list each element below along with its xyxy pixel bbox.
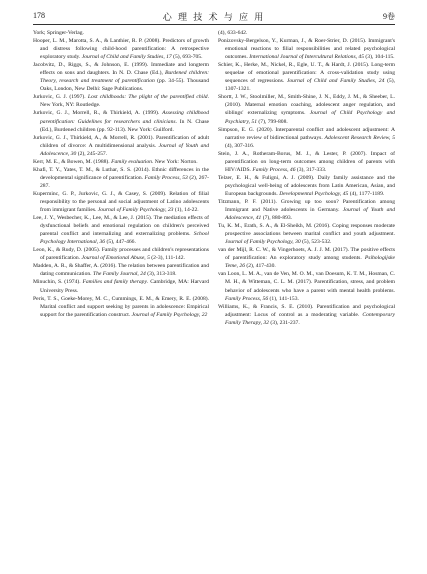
reference-post-text: (5), 523-532. xyxy=(300,239,332,246)
reference-entry xyxy=(33,246,209,262)
header-rule xyxy=(33,24,395,25)
reference-entry xyxy=(33,29,209,37)
reference-post-text: (7), 880-893. xyxy=(261,215,293,222)
reference-italic-text: The Family Journal, 24 xyxy=(92,271,146,278)
volume-label: 9卷 xyxy=(383,12,395,21)
reference-post-text: (3), 317-333. xyxy=(295,166,327,173)
reference-italic-text: Journal of Youth and Adolescence, 41 xyxy=(225,207,395,222)
reference-italic-text: Burdened children: Theory, research and treatment of parentification xyxy=(40,70,210,85)
reference-italic-text: Developmental Psychology, 45 xyxy=(279,190,349,197)
reference-entry xyxy=(218,93,395,125)
reference-post-text: . New York, NY: Routledge. xyxy=(40,94,209,109)
reference-italic-text: Journal of Emotional Abuse, 5 xyxy=(81,255,150,262)
reference-entry xyxy=(33,190,209,214)
reference-italic-text: Lost childhoods: The plight of the parentified child xyxy=(87,94,208,101)
reference-entry xyxy=(218,174,395,198)
reference-pre-text: Hooper, L. M., Marotta, S. A., & Lanthier, R. P. (2008). Predictors of growth and distress following child-hood parentification: A retrospective exploratory study. xyxy=(33,38,209,61)
reference-entry xyxy=(218,222,395,246)
page-number: 178 xyxy=(33,11,45,20)
reference-entry xyxy=(33,166,209,190)
reference-entry xyxy=(218,126,395,150)
reference-pre-text: Tu, K. M., Erath, S. A., & El-Sheikh, M. (2016). Coping responses moderate prospective associations between marital conflict and youth adjustment. xyxy=(218,223,395,238)
reference-entry xyxy=(33,278,209,294)
reference-entry xyxy=(33,214,209,246)
reference-entry xyxy=(33,37,209,61)
reference-italic-text: International Journal of Intercultural Relations, 45 xyxy=(249,54,365,61)
reference-post-text: (5), 1307-1321. xyxy=(225,78,395,93)
reference-entry xyxy=(33,158,209,166)
reference-pre-text: Kerr, M. E., & Bowen, M. (1988). xyxy=(33,158,112,165)
reference-entry xyxy=(218,270,395,302)
reference-pre-text: Schier, K., Herke, M., Nickel, R., Egle, U. T., & Hardt, J. (2015). Long-term sequelae of emotional parentification: A cross-validation study using sequences of regressions. xyxy=(218,62,395,85)
reference-italic-text: School Psychology International, 36 xyxy=(40,231,209,246)
reference-post-text: (7), 799-808. xyxy=(257,118,288,125)
reference-post-text: . In N. Chase (Ed.), Burdened children (pp. 92-113). New York: Guilford. xyxy=(40,118,209,133)
reference-italic-text: Families and family therapy xyxy=(82,279,147,286)
references-column-right xyxy=(218,29,395,327)
reference-entry xyxy=(33,109,209,133)
reference-pre-text: York; Springer-Verlag. xyxy=(33,30,84,36)
reference-pre-text: van Loon, L. M. A., van de Ven, M. O. M., van Doesum, K. T. M., Hosman, C. M. H., & Witteman, C. L. M. (2017). Parentification, stress, and problem behavior of adolescents who have a parent with mental health problems. xyxy=(218,271,395,294)
reference-pre-text: Peris, T. S., Goeke-Morey, M. C., Cummings, E. M., & Emery, R. E. (2008). Marital conflict and support seeking by parents in adolescence: Empirical support for the parentification construct. xyxy=(33,295,209,318)
reference-pre-text: Jurkovic, G. J., Morrell, R., & Thirkield, A. (1999). xyxy=(33,110,163,117)
reference-italic-text: Psihologijske Teme, 26 xyxy=(225,255,395,270)
reference-italic-text: Assessing childhood parentification: Guidelines for researchers and clinicians xyxy=(40,110,210,125)
reference-entry xyxy=(33,134,209,158)
reference-entry xyxy=(218,303,395,327)
reference-pre-text: Kuperminc, G. P., Jurkovic, G. J., & Casey, S. (2009). Relation of filial responsibility to the personal and social adjustment of Latino adolescents from immigrant families. xyxy=(33,190,209,214)
reference-post-text: (5), 447-466. xyxy=(105,239,136,246)
reference-pre-text: van der Mijl, R. C. W., & Vingerhoets, A. J. J. M. (2017). The positive effects of parentification: An exploratory study among students. xyxy=(218,247,395,262)
reference-entry xyxy=(33,262,209,278)
reference-italic-text: Journal of Child Psychology and Psychiatry, 51 xyxy=(225,110,395,125)
reference-entry xyxy=(218,150,395,174)
reference-pre-text: Lee, J. Y., Wesbecher, K., Lee, M., & Lee, J. (2015). The mediation effects of dysfunctional beliefs and emotional regulation on children's perceived parental conflict and internalizing and externalizing problems. xyxy=(33,215,209,238)
reference-entry xyxy=(33,93,209,109)
reference-post-text: (3), 104-115. xyxy=(364,54,395,61)
reference-pre-text: Minuchin, S. (1974). xyxy=(33,279,83,286)
reference-italic-text: Contemporary Family Therapy, 32 xyxy=(225,311,395,326)
reference-entry xyxy=(33,295,209,319)
reference-entry xyxy=(218,246,395,270)
reference-italic-text: Adolescent Research Review, 5 xyxy=(324,134,395,141)
reference-pre-text: (4), 633-642. xyxy=(218,30,248,36)
reference-post-text: (pp. 34-55). Thousand Oaks, London, New Delhi: Sage Publications. xyxy=(40,78,209,93)
reference-post-text: (2), 267-287. xyxy=(40,174,209,189)
reference-entry xyxy=(33,61,209,93)
reference-pre-text: Jurkovic, G. J., Thirkield, A., & Morrell, R. (2001). Parentification of adult children of divorce: A multidimensional analysis. xyxy=(33,134,209,149)
reference-post-text: (4), 307-316. xyxy=(225,142,255,149)
reference-entry xyxy=(218,29,395,37)
reference-post-text: (2), 245-257. xyxy=(76,150,108,157)
reference-post-text: (5), 693-705. xyxy=(171,54,203,61)
reference-post-text: . Cambridge, MA: Harvard University Press. xyxy=(40,279,209,294)
reference-italic-text: Family evaluation xyxy=(111,158,152,165)
reference-entry xyxy=(218,37,395,61)
reference-post-text: (3), 231-237. xyxy=(268,319,300,326)
reference-italic-text: Family Process, 46 xyxy=(252,166,296,173)
reference-entry xyxy=(218,198,395,222)
reference-post-text: . New York: Norton. xyxy=(151,158,198,165)
reference-pre-text: Stein, J. A., Rotheram-Borus, M. J., & Lester, P. (2007). Impact of parentification on long-term outcomes among children of parents with HIV/AIDS. xyxy=(218,150,395,173)
reference-italic-text: Journal of Child and Family Studies, 17 xyxy=(81,54,172,61)
reference-italic-text: Family Process, 56 xyxy=(225,295,269,302)
reference-pre-text: Khafi, T. Y., Yates, T. M., & Luthar, S. S. (2014). Ethnic differences in the developmental significance of parentification. xyxy=(33,166,209,181)
reference-pre-text: Jacobvitz, D., Riggs, S., & Johnson, E. (1999). Immediate and longterm effects on sons and daughters. In N. D. Chase (Ed.), xyxy=(33,62,209,77)
reference-pre-text: Titzmann, P. F. (2011). Growing up too soon? Parentification among Immigrant and Native adolescents in Germany. xyxy=(218,198,395,214)
reference-pre-text: Telzer, E. H., & Fuligni, A. J. (2009). Daily family assistance and the psychological well-being of adolescents from Latin American, Asian, and European backgrounds. xyxy=(218,174,395,197)
reference-pre-text: Madden, A. R., & Shaffer, A. (2016). The relation between parentification and dating communication. xyxy=(33,263,209,278)
journal-title: 心 理 技 术 与 应 用 xyxy=(162,12,266,22)
reference-italic-text: Journal of Family Psychology, 23 xyxy=(97,207,174,214)
reference-pre-text: Simpson, E. G. (2020). Interparental conflict and adolescent adjustment: A narrative review of bidirectional pathways. xyxy=(218,126,395,141)
reference-italic-text: Family Process, 53 xyxy=(144,174,188,181)
reference-pre-text: Williams, K., & Francis, S. E. (2010). Parentification and psychological adjustment: Locus of control as a moderating variable. xyxy=(218,303,395,318)
reference-pre-text: Jurkovic, G. J. (1997). xyxy=(33,94,88,101)
references-column-left xyxy=(33,29,209,319)
reference-post-text: (2-3), 111-142. xyxy=(149,255,185,262)
reference-post-text: (3), 313-318. xyxy=(145,271,177,278)
reference-italic-text: Journal of Youth and Adolescence, 30 xyxy=(40,142,209,157)
reference-entry xyxy=(218,61,395,93)
reference-pre-text: Shortt, J. W., Stoolmiller, M., Smith-Shine, J. N., Eddy, J. M., & Sheeber, L. (2010). Maternal emotion coaching, adolescent anger regulation, and siblings' externalizing symptoms. xyxy=(218,94,395,117)
reference-italic-text: Journal of Family Psychology, 30 xyxy=(225,239,301,246)
reference-post-text: (4), 1177-1189. xyxy=(348,190,385,197)
reference-pre-text: Ponizovsky-Bergelson, Y., Kurman, J., & Roer-Strier, D. (2015). Immigrant's emotional reactions to filial responsibilities and related psychological outcomes. xyxy=(218,38,395,61)
reference-post-text: (1), 141-153. xyxy=(268,295,299,302)
reference-italic-text: Journal of Child and Family Studies, 24 xyxy=(286,78,385,85)
reference-post-text: (2), 417-430. xyxy=(245,263,276,270)
reference-pre-text: Leon, K., & Rudy, D. (2005). Family processes and children's representations of parentification. xyxy=(33,247,209,262)
reference-post-text: (1), 14-22. xyxy=(173,207,199,214)
reference-italic-text: Journal of Family Psychology, 22 xyxy=(131,311,208,318)
